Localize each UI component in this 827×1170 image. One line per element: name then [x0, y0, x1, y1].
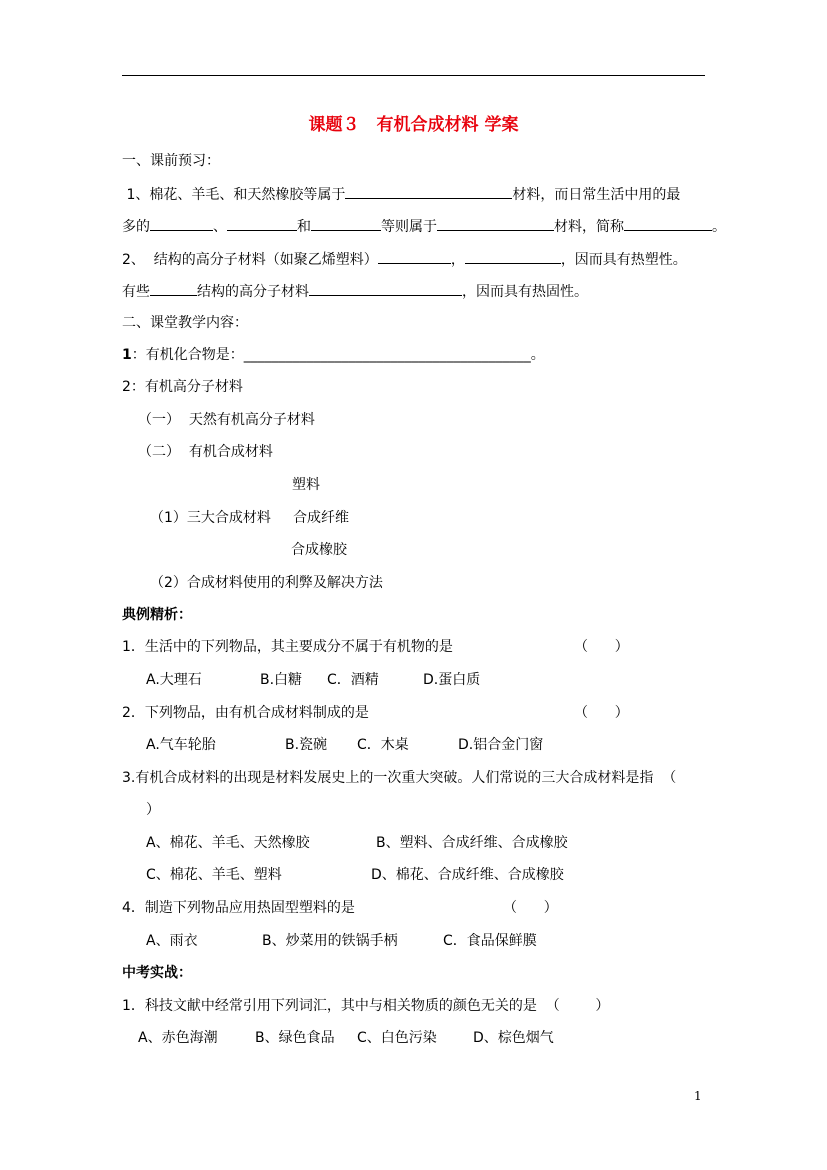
section-preview: 一、课前预习： — [122, 153, 220, 169]
blank[interactable] — [150, 216, 213, 231]
answer-paren-2[interactable]: （ ） — [574, 705, 629, 721]
option-2b: B.瓷碗 — [285, 737, 328, 753]
blank[interactable] — [311, 216, 381, 231]
section-class: 二、课堂教学内容： — [122, 315, 248, 331]
blank[interactable] — [227, 216, 297, 231]
blank[interactable] — [309, 281, 462, 296]
page-number: 1 — [694, 1089, 702, 1103]
answer-paren-4[interactable]: （ ） — [503, 900, 558, 916]
option-3c: C、棉花、羊毛、塑料 — [146, 867, 282, 883]
option-1c: C．酒精 — [327, 672, 379, 688]
section-examples: 典例精析： — [122, 607, 192, 623]
option-1d: D.蛋白质 — [423, 672, 481, 688]
option-4a: A、雨衣 — [146, 933, 198, 949]
content-line-8: （2）合成材料使用的利弊及解决方法 — [150, 575, 383, 591]
preview-line-2: 多的 、 和 等则属于 材料，简称 。 — [122, 216, 726, 236]
preview-line-3: 2、 结构的高分子材料（如聚乙烯塑料） ， ，因而具有热塑性。 — [122, 249, 687, 269]
page-title: 课题３ 有机合成材料 学案 — [308, 115, 519, 135]
question-1: 1．生活中的下列物品，其主要成分不属于有机物的是 — [122, 639, 453, 655]
content-line-3: （一） 天然有机高分子材料 — [138, 412, 315, 428]
content-line-4: （二） 有机合成材料 — [138, 444, 273, 460]
blank[interactable] — [624, 216, 712, 231]
answer-paren-1[interactable]: （ ） — [574, 639, 629, 655]
option-3b: B、塑料、合成纤维、合成橡胶 — [376, 835, 568, 851]
preview-line-1: 1、棉花、羊毛、和天然橡胶等属于 材料，而日常生活中用的最 — [122, 184, 680, 204]
option-3a: A、棉花、羊毛、天然橡胶 — [146, 835, 310, 851]
question-2: 2．下列物品，由有机合成材料制成的是 — [122, 705, 369, 721]
question-3: 3.有机合成材料的出现是材料发展史上的一次重大突破。人们常说的三大合成材料是指 （ — [122, 770, 677, 786]
option-4b: B、炒菜用的铁锅手柄 — [262, 933, 398, 949]
exam-question-1: 1．科技文献中经常引用下列词汇，其中与相关物质的颜色无关的是 （ ） — [122, 998, 610, 1014]
blank[interactable] — [150, 281, 197, 296]
header-rule — [122, 75, 705, 76]
content-rubber: 合成橡胶 — [291, 542, 347, 558]
option-2c: C．木桌 — [357, 737, 409, 753]
blank[interactable] — [437, 216, 554, 231]
content-fiber: 合成纤维 — [293, 510, 349, 526]
content-line-1: 1：有机化合物是：_________________________________________。 — [122, 347, 545, 363]
blank[interactable] — [378, 249, 451, 264]
preview-line-4: 有些 结构的高分子材料 ，因而具有热固性。 — [122, 281, 588, 301]
blank[interactable] — [345, 184, 512, 199]
option-4c: C．食品保鲜膜 — [443, 933, 537, 949]
option-3d: D、棉花、合成纤维、合成橡胶 — [371, 867, 564, 883]
option-1b: B.白糖 — [260, 672, 303, 688]
question-4: 4．制造下列物品应用热固型塑料的是 — [122, 900, 355, 916]
exam-option-a: A、赤色海潮 — [138, 1030, 218, 1046]
content-plastic: 塑料 — [292, 477, 320, 493]
exam-option-c: C、白色污染 — [357, 1030, 437, 1046]
blank[interactable] — [465, 249, 561, 264]
option-2d: D.铝合金门窗 — [458, 737, 544, 753]
exam-option-b: B、绿色食品 — [255, 1030, 335, 1046]
exam-option-d: D、棕色烟气 — [473, 1030, 554, 1046]
option-2a: A.气车轮胎 — [146, 737, 216, 753]
question-3-close[interactable]: ） — [146, 802, 160, 818]
section-exam: 中考实战： — [122, 965, 192, 981]
content-three-materials: （1）三大合成材料 — [150, 510, 271, 526]
content-line-2: 2：有机高分子材料 — [122, 379, 243, 395]
option-1a: A.大理石 — [146, 672, 202, 688]
